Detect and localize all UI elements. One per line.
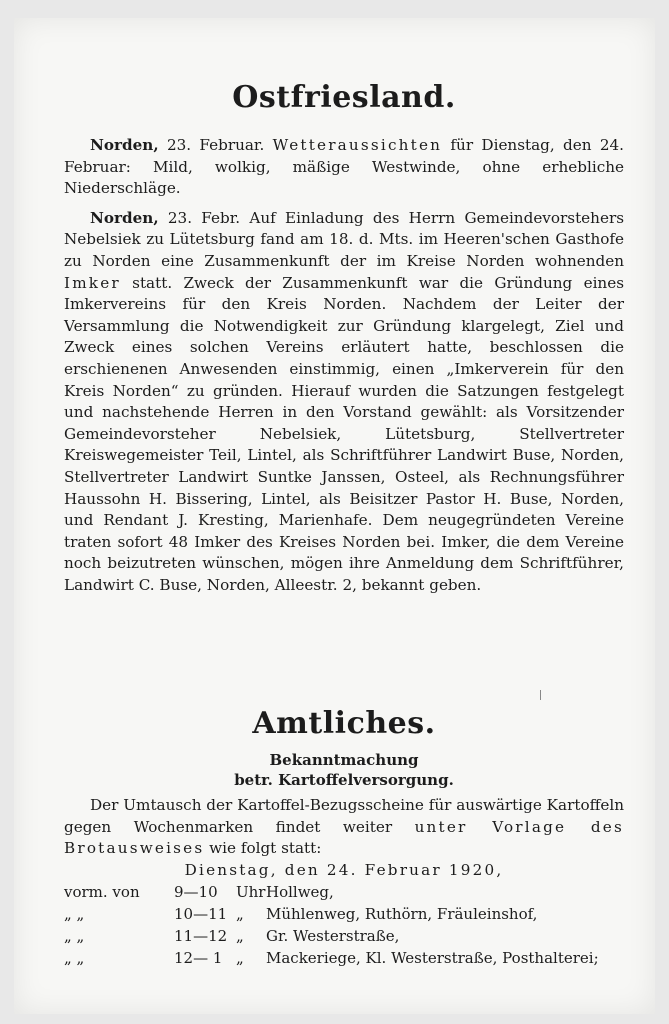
schedule-streets: Mühlenweg, Ruthörn, Fräuleinshof, [266, 905, 538, 924]
paragraph-text: 23. Febr. Auf Einladung des Herrn Gemeindevorstehers Nebelsiek zu Lütetsburg fand am 18. d. Mts. im Heeren'schen Gasthofe zu Norden eine Zusammenkunft der im Kreise Norden wohnenden [64, 208, 624, 270]
imkerverein-paragraph [64, 208, 624, 597]
date-line: Dienstag, den 24. Februar 1920, [184, 860, 504, 879]
schedule-time: 12— 1 [174, 949, 223, 968]
paragraph-text: statt. Zweck der Zusammenkunft war die Gründung eines Imkervereins für den Kreis Norden. Nachdem der Leiter der Versammlung die Notwendigkeit zur Gründung klargelegt, Ziel und Zweck eines solchen Vereins erläutert hatte, beschlossen die erschienenen Anwesenden einstimmig, einen „Imkerverein für den Kreis Norden“ zu gründen. Hierauf wurden die Satzungen festgelegt und nachstehende Herren in den Vorstand gewählt: als Vorsitzender Gemeindevorsteher Nebelsiek, Lütetsburg, Stellvertreter Kreiswegemeister Teil, Lintel, als Schriftführer Landwirt Buse, Norden, Stellvertreter Landwirt Suntke Janssen, Osteel, als Rechnungsführer Haussohn H. Bissering, Lintel, als Beisitzer Pastor H. Buse, Norden, und Rendant J. Kresting, Marienhafe. Dem neugegründeten Vereine traten sofort 48 Imker des Kreises Norden bei. Imker, die dem Vereine noch beizutreten wünschen, mögen ihre Anmeldung dem Schriftführer, Landwirt C. Buse, Norden, Alleestr. 2, bekannt geben. [64, 273, 624, 594]
schedule-unit: „ [236, 949, 244, 968]
dateline-place: Norden, [90, 208, 159, 227]
spaced-text: Wetteraussichten [272, 136, 443, 154]
spaced-text: unter Vorlage des Brotausweises [64, 817, 624, 858]
schedule-streets: Gr. Westerstraße, [266, 927, 400, 946]
schedule-row [64, 903, 624, 925]
schedule-prefix: vorm. von [64, 883, 140, 902]
paragraph-text: für Dienstag, den 24. Februar: Mild, wolkig, mäßige Westwinde, ohne erhebliche Niederschläge. [64, 136, 624, 198]
schedule-row [64, 947, 624, 969]
announcement-heading: Bekanntmachung [269, 751, 419, 769]
dateline-place: Norden, [90, 136, 159, 154]
paragraph-text: 23. Februar. [158, 136, 273, 154]
announcement-paragraph [64, 795, 624, 860]
schedule-unit: „ [236, 927, 244, 946]
weather-paragraph [64, 135, 624, 200]
schedule-time: 9—10 [174, 883, 218, 902]
schedule-time: 10—11 [174, 905, 228, 924]
schedule-time: 11—12 [174, 927, 228, 946]
schedule-prefix: „ „ [64, 949, 85, 968]
schedule-unit: „ [236, 905, 244, 924]
schedule-streets: Hollweg, [266, 883, 334, 902]
spaced-text: Imker [64, 273, 121, 292]
schedule-row [64, 881, 624, 903]
section-title: Ostfriesland. [232, 80, 456, 115]
section-amtliches [64, 706, 624, 969]
announcement-subheading: betr. Kartoffelversorgung. [234, 771, 454, 789]
paragraph-text: Der Umtausch der Kartoffel-Bezugsscheine für auswärtige Kartoffeln gegen Wochenmarken findet weiter [64, 796, 625, 836]
schedule-list [64, 881, 624, 969]
document-page [14, 18, 655, 1014]
schedule-streets: Mackeriege, Kl. Westerstraße, Posthalterei; [266, 949, 599, 968]
print-mark [540, 690, 541, 700]
schedule-unit: Uhr [236, 883, 266, 902]
schedule-prefix: „ „ [64, 927, 85, 946]
schedule-row [64, 925, 624, 947]
paragraph-text: wie folgt statt: [204, 839, 322, 858]
section-title: Amtliches. [252, 706, 436, 741]
schedule-prefix: „ „ [64, 905, 85, 924]
section-ostfriesland [64, 80, 624, 596]
